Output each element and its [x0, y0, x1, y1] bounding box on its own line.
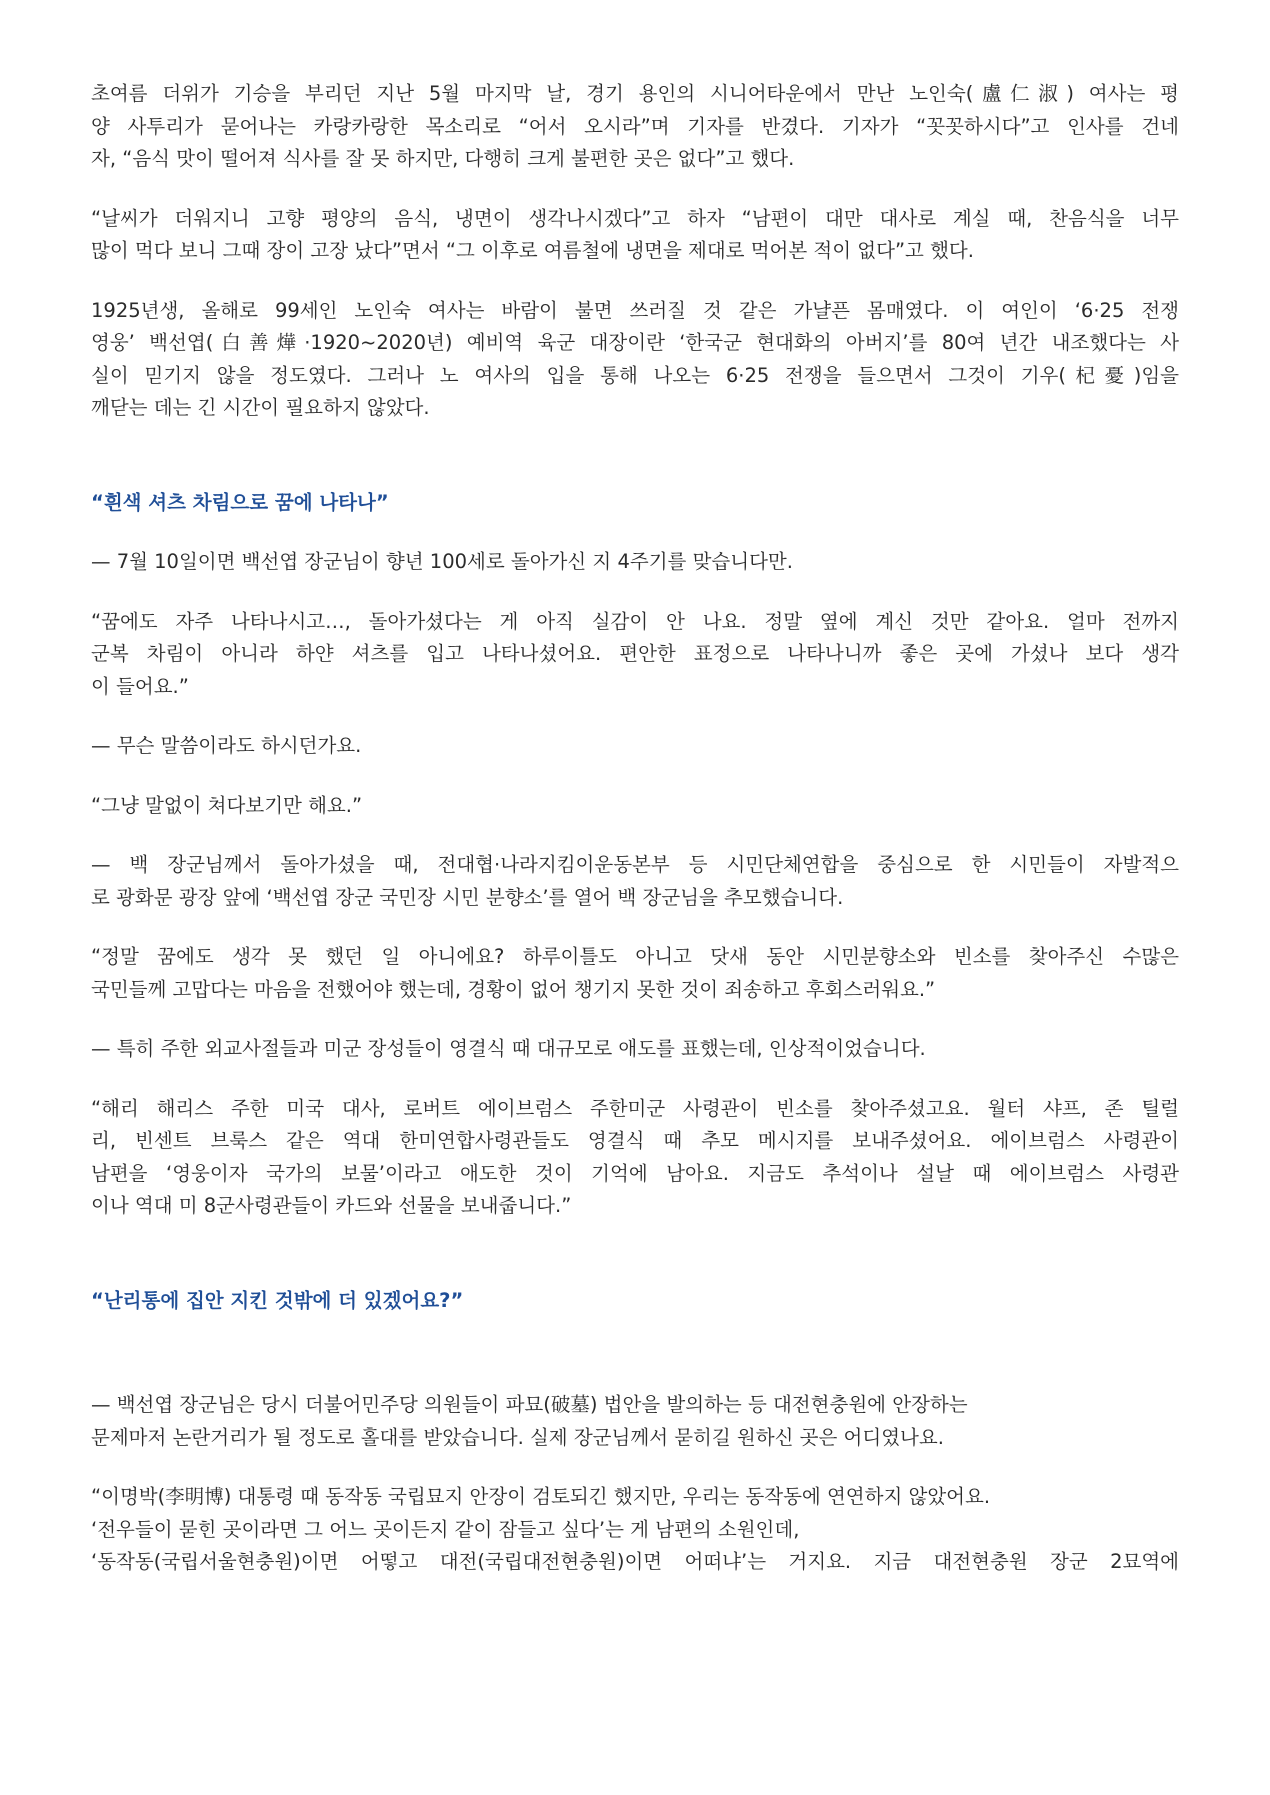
intro-paragraph-3 — [91, 295, 1179, 425]
section2-paragraph-1 — [91, 1389, 1179, 1454]
text-line: “날씨가 더워지니 고향 평양의 음식, 냉면이 생각나시겠다”고 하자 “남편이 대만 대사로 계실 때, 찬음식을 너무 — [91, 206, 1179, 230]
section1-paragraph-4 — [91, 790, 1179, 823]
text-line: “그냥 말없이 쳐다보기만 해요.” — [91, 793, 363, 817]
section1-paragraph-3 — [91, 730, 1179, 763]
text-line: — 7월 10일이면 백선엽 장군님이 향년 100세로 돌아가신 지 4주기를 맞습니다만. — [91, 550, 793, 573]
text-line: 남편을 ‘영웅이자 국가의 보물’이라고 애도한 것이 기억에 남아요. 지금도 추석이나 설날 때 에이브럼스 사령관 — [91, 1161, 1179, 1185]
section1-paragraph-6 — [91, 941, 1179, 1006]
text-line: 문제마저 논란거리가 될 정도로 홀대를 받았습니다. 실제 장군님께서 묻히길 원하신 곳은 어디였나요. — [91, 1425, 944, 1449]
text-line: 많이 먹다 보니 그때 장이 고장 났다”면서 “그 이후로 여름철에 냉면을 제대로 먹어본 적이 없다”고 했다. — [91, 239, 974, 262]
article-page — [91, 78, 1179, 1579]
text-line: 양 사투리가 묻어나는 카랑카랑한 목소리로 “어서 오시라”며 기자를 반겼다. 기자가 “꼿꼿하시다”고 인사를 건네 — [91, 114, 1179, 138]
section-heading-1: “흰색 셔츠 차림으로 꿈에 나타나” — [91, 490, 389, 514]
text-line: 실이 믿기지 않을 정도였다. 그러나 노 여사의 입을 통해 나오는 6·25 전쟁을 들으면서 그것이 기우(杞憂)임을 — [91, 363, 1179, 387]
text-line: 자, “음식 맛이 떨어져 식사를 잘 못 하지만, 다행히 크게 불편한 곳은 없다”고 했다. — [91, 147, 795, 170]
text-line: 로 광화문 광장 앞에 ‘백선엽 장군 국민장 시민 분향소’를 열어 백 장군님을 추모했습니다. — [91, 885, 844, 909]
text-line: “꿈에도 자주 나타나시고…, 돌아가셨다는 게 아직 실감이 안 나요. 정말 옆에 계신 것만 같아요. 얼마 전까지 — [91, 609, 1179, 633]
text-line: 이 들어요.” — [91, 674, 189, 698]
section1-paragraph-8 — [91, 1093, 1179, 1223]
text-line: — 백선엽 장군님은 당시 더불어민주당 의원들이 파묘(破墓) 법안을 발의하는 등 대전현충원에 안장하는 — [91, 1393, 968, 1416]
text-line: “정말 꿈에도 생각 못 했던 일 아니에요? 하루이틀도 아니고 닷새 동안 시민분향소와 빈소를 찾아주신 수많은 — [91, 945, 1179, 968]
text-line: “이명박(李明博) 대통령 때 동작동 국립묘지 안장이 검토되긴 했지만, 우리는 동작동에 연연하지 않았어요. — [91, 1485, 991, 1508]
section1-paragraph-2 — [91, 606, 1179, 704]
text-line: 1925년생, 올해로 99세인 노인숙 여사는 바람이 불면 쓰러질 것 같은 가냘픈 몸매였다. 이 여인이 ‘6·25 전쟁 — [91, 298, 1179, 322]
text-line: 영웅’ 백선엽(白善燁·1920~2020년) 예비역 육군 대장이란 ‘한국군 현대화의 아버지’를 80여 년간 내조했다는 사 — [91, 331, 1179, 354]
section1-paragraph-7 — [91, 1033, 1179, 1066]
text-line: 초여름 더위가 기승을 부리던 지난 5월 마지막 날, 경기 용인의 시니어타운에서 만난 노인숙(盧仁淑) 여사는 평 — [91, 82, 1179, 105]
text-line: ‘전우들이 묻힌 곳이라면 그 어느 곳이든지 같이 잠들고 싶다’는 게 남편의 소원인데, — [91, 1517, 800, 1541]
text-line: 군복 차림이 아니라 하얀 셔츠를 입고 나타나셨어요. 편안한 표정으로 나타나니까 좋은 곳에 가셨나 보다 생각 — [91, 642, 1179, 665]
text-line: ‘동작동(국립서울현충원)이면 어떻고 대전(국립대전현충원)이면 어떠냐’는 거지요. 지금 대전현충원 장군 2묘역에 — [91, 1550, 1179, 1573]
section2-paragraph-2 — [91, 1481, 1179, 1579]
text-line: — 무슨 말씀이라도 하시던가요. — [91, 734, 362, 757]
text-line: 리, 빈센트 브룩스 같은 역대 한미연합사령관들도 영결식 때 추모 메시지를 보내주셨어요. 에이브럼스 사령관이 — [91, 1129, 1179, 1152]
section1-paragraph-1 — [91, 546, 1179, 579]
text-line: “해리 해리스 주한 미국 대사, 로버트 에이브럼스 주한미군 사령관이 빈소를 찾아주셨고요. 월터 샤프, 존 틸럴 — [91, 1096, 1179, 1120]
text-line: 깨닫는 데는 긴 시간이 필요하지 않았다. — [91, 396, 430, 419]
text-line: 이나 역대 미 8군사령관들이 카드와 선물을 보내줍니다.” — [91, 1194, 572, 1217]
text-line: 국민들께 고맙다는 마음을 전했어야 했는데, 경황이 없어 챙기지 못한 것이 죄송하고 후회스러워요.” — [91, 977, 936, 1001]
section-heading-2: “난리통에 집안 지킨 것밖에 더 있겠어요?” — [91, 1288, 464, 1312]
text-line: — 백 장군님께서 돌아가셨을 때, 전대협·나라지킴이운동본부 등 시민단체연합을 중심으로 한 시민들이 자발적으 — [91, 853, 1179, 876]
section1-paragraph-5 — [91, 849, 1179, 914]
text-line: — 특히 주한 외교사절들과 미군 장성들이 영결식 때 대규모로 애도를 표했는데, 인상적이었습니다. — [91, 1037, 926, 1060]
intro-paragraph-1 — [91, 78, 1179, 176]
intro-paragraph-2 — [91, 203, 1179, 268]
